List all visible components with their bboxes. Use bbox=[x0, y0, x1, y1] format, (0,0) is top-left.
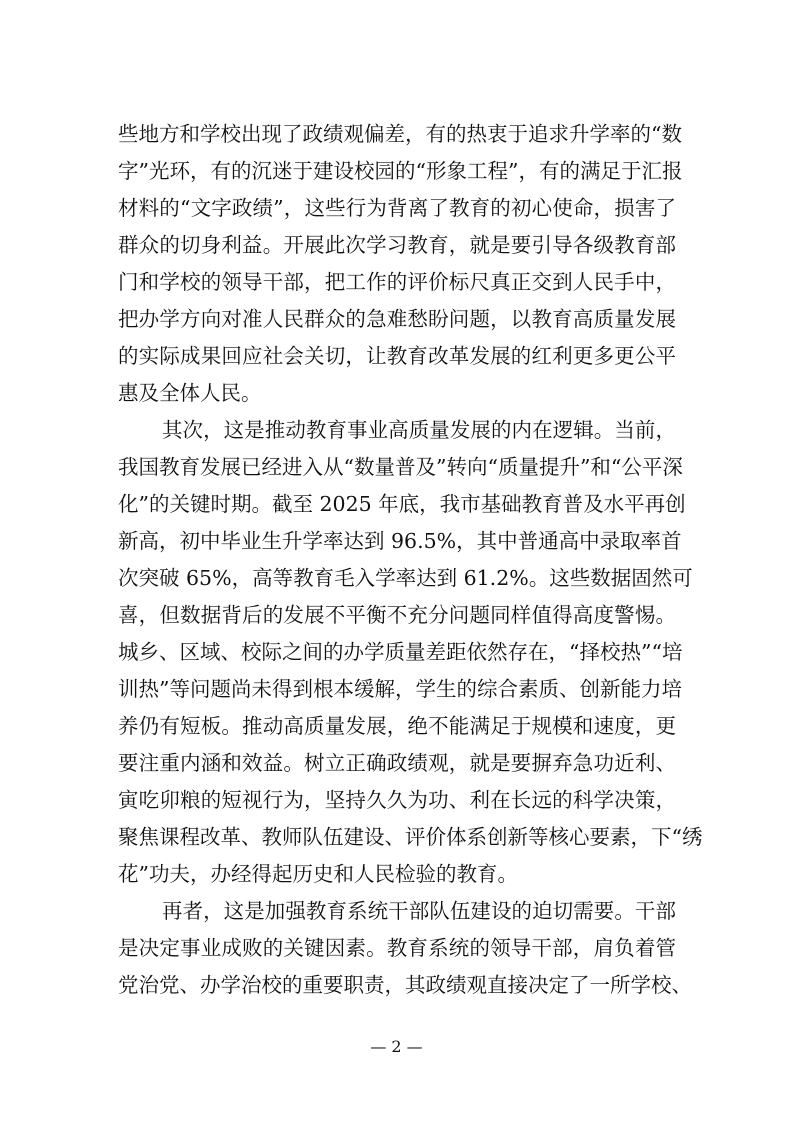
text-line: 寅吃卯粮的短视行为，坚持久久为功、利在长远的科学决策， bbox=[118, 788, 676, 812]
text-line: 我国教育发展已经进入从“数量普及”转向“质量提升”和“公平深 bbox=[118, 455, 683, 479]
text-line: 训热”等问题尚未得到根本缓解，学生的综合素质、创新能力培 bbox=[118, 677, 682, 701]
paragraph bbox=[118, 412, 703, 893]
page-number: — 2 — bbox=[370, 1037, 423, 1056]
paragraph bbox=[118, 893, 692, 1004]
paragraph bbox=[118, 116, 683, 412]
text-line: 再者，这是加强教育系统干部队伍建设的迫切需要。干部 bbox=[162, 899, 676, 923]
text-line: 惠及全体人民。 bbox=[118, 381, 262, 405]
document-body bbox=[118, 116, 703, 1004]
text-line: 喜，但数据背后的发展不平衡不充分问题同样值得高度警惕。 bbox=[118, 603, 676, 627]
text-line: 其次，这是推动教育事业高质量发展的内在逻辑。当前， bbox=[162, 418, 676, 442]
text-line: 些地方和学校出现了政绩观偏差，有的热衷于追求升学率的“数 bbox=[118, 122, 682, 146]
text-line: 党治党、办学治校的重要职责，其政绩观直接决定了一所学校、 bbox=[118, 973, 692, 997]
text-line: 是决定事业成败的关键因素。教育系统的领导干部，肩负着管 bbox=[118, 936, 676, 960]
text-line: 花”功夫，办经得起历史和人民检验的教育。 bbox=[118, 862, 518, 886]
text-line: 把办学方向对准人民群众的急难愁盼问题，以教育高质量发展 bbox=[118, 307, 676, 331]
text-line: 养仍有短板。推动高质量发展，绝不能满足于规模和速度，更 bbox=[118, 714, 676, 738]
text-line: 次突破 65%，高等教育毛入学率达到 61.2%。这些数据固然可 bbox=[118, 566, 693, 590]
text-line: 聚焦课程改革、教师队伍建设、评价体系创新等核心要素，下“绣 bbox=[118, 825, 703, 849]
text-line: 要注重内涵和效益。树立正确政绩观，就是要摒弃急功近利、 bbox=[118, 751, 676, 775]
text-line: 城乡、区域、校际之间的办学质量差距依然存在，“择校热”“培 bbox=[118, 640, 683, 664]
text-line: 新高，初中毕业生升学率达到 96.5%，其中普通高中录取率首 bbox=[118, 529, 682, 553]
text-line: 群众的切身利益。开展此次学习教育，就是要引导各级教育部 bbox=[118, 233, 676, 257]
text-line: 化”的关键时期。截至 2025 年底，我市基础教育普及水平再创 bbox=[118, 492, 686, 516]
text-line: 字”光环，有的沉迷于建设校园的“形象工程”，有的满足于汇报 bbox=[118, 159, 683, 183]
text-line: 门和学校的领导干部，把工作的评价标尺真正交到人民手中， bbox=[118, 270, 676, 294]
text-line: 的实际成果回应社会关切，让教育改革发展的红利更多更公平 bbox=[118, 344, 676, 368]
text-line: 材料的“文字政绩”，这些行为背离了教育的初心使命，损害了 bbox=[118, 196, 676, 220]
